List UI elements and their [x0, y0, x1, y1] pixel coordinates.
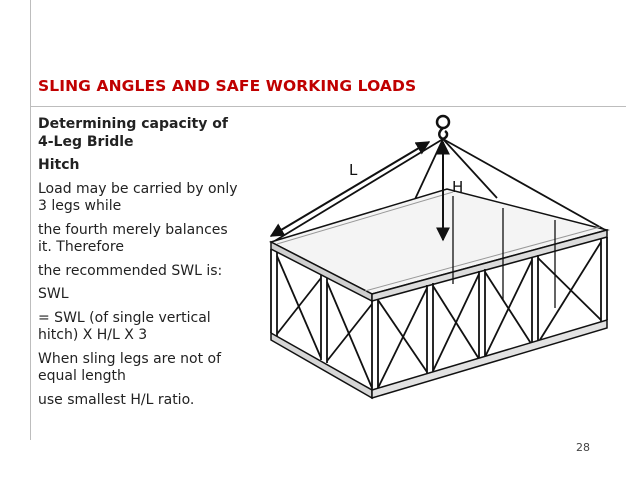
length-label: L: [349, 161, 358, 179]
page-number: 28: [576, 441, 590, 454]
body-heading: Determining capacity of 4-Leg Bridle: [38, 116, 228, 150]
height-label: H: [452, 178, 464, 196]
bridle-hitch-diagram: [257, 108, 625, 408]
body-subheading: Hitch: [38, 157, 80, 173]
title-divider: [30, 106, 626, 107]
hook-icon: [437, 116, 449, 139]
body-paragraph: When sling legs are not of equal length: [38, 350, 222, 384]
slide-title: SLING ANGLES AND SAFE WORKING LOADS: [38, 77, 417, 95]
body-paragraph: Load may be carried by only 3 legs while: [38, 180, 238, 214]
body-text: [38, 116, 238, 415]
left-divider: [30, 0, 31, 440]
body-paragraph: = SWL (of single vertical hitch) X H/L X 3: [38, 309, 211, 343]
body-paragraph: the recommended SWL is:: [38, 262, 223, 279]
body-paragraph: SWL: [38, 286, 69, 302]
body-paragraph: use smallest H/L ratio.: [38, 391, 195, 408]
body-paragraph: the fourth merely balances it. Therefore: [38, 221, 228, 255]
